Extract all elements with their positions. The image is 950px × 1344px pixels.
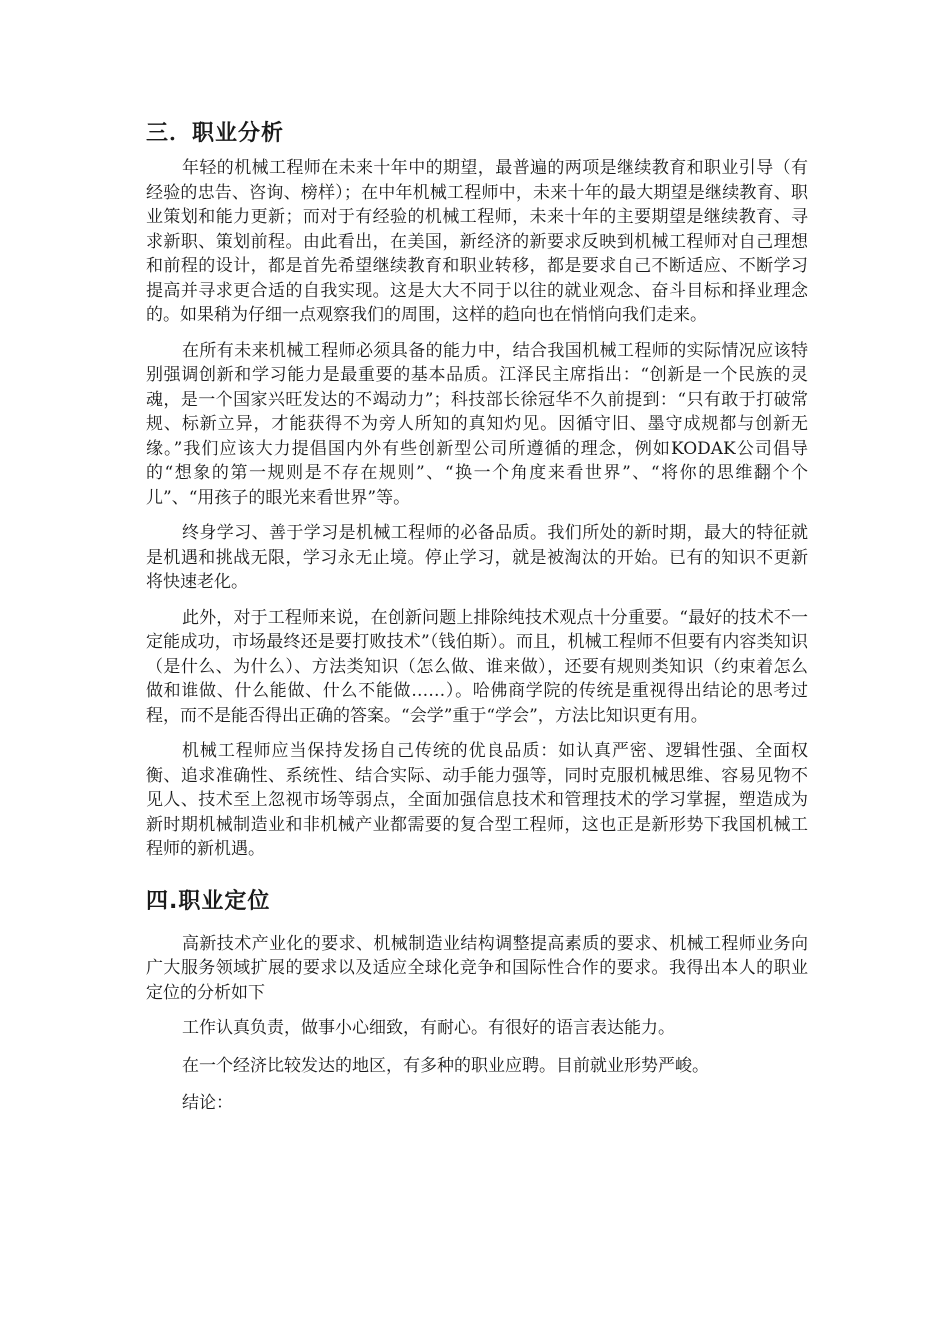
section-heading-career-positioning: 四.职业定位 xyxy=(146,888,271,914)
paragraph: 在一个经济比较发达的地区，有多种的职业应聘。目前就业形势严峻。 xyxy=(182,1055,709,1076)
document-page xyxy=(146,118,808,1129)
paragraph: 结论： xyxy=(182,1093,233,1113)
paragraph: 高新技术产业化的要求、机械制造业结构调整提高素质的要求、机械工程师业务向广大服务领域扩展的要求以及适应全球化竞争和国际性合作的要求。我得出本人的职业定位的分析如下 xyxy=(146,933,808,1003)
paragraph: 终身学习、善于学习是机械工程师的必备品质。我们所处的新时期，最大的特征就是机遇和挑战无限，学习永无止境。停止学习，就是被淘汰的开始。已有的知识不更新将快速老化。 xyxy=(146,523,808,592)
paragraph: 此外，对于工程师来说，在创新问题上排除纯技术观点十分重要。“最好的技术不一定能成功，市场最终还是要打败技术”（钱伯斯）。而且，机械工程师不但要有内容类知识（是什么、为什么）、方法类知识（怎么做、谁来做），还要有规则类知识（约束着怎么做和谁做、什么能做、什么不能做……）。哈佛商学院的传统是重视得出结论的思考过程，而不是能否得出正确的答案。“会学”重于“学会”，方法比知识更有用。 xyxy=(146,607,808,726)
paragraph: 工作认真负责，做事小心细致，有耐心。有很好的语言表达能力。 xyxy=(182,1018,675,1038)
paragraph: 年轻的机械工程师在未来十年中的期望，最普遍的两项是继续教育和职业引导（有经验的忠告、咨询、榜样）；在中年机械工程师中，未来十年的最大期望是继续教育、职业策划和能力更新；而对于有经验的机械工程师，未来十年的主要期望是继续教育、寻求新职、策划前程。由此看出，在美国，新经济的新要求反映到机械工程师对自己理想和前程的设计，都是首先希望继续教育和职业转移，都是要求自己不断适应、不断学习提高并寻求更合适的自我实现。这是大大不同于以往的就业观念、奋斗目标和择业理念的。如果稍为仔细一点观察我们的周围，这样的趋向也在悄悄向我们走来。 xyxy=(146,158,808,325)
section-heading-career-analysis: 三．职业分析 xyxy=(146,121,285,146)
paragraph: 机械工程师应当保持发扬自己传统的优良品质：如认真严密、逻辑性强、全面权衡、追求准确性、系统性、结合实际、动手能力强等，同时克服机械思维、容易见物不见人、技术至上忽视市场等弱点，全面加强信息技术和管理技术的学习掌握，塑造成为新时期机械制造业和非机械产业都需要的复合型工程师，这也正是新形势下我国机械工程师的新机遇。 xyxy=(146,741,808,859)
paragraph: 在所有未来机械工程师必须具备的能力中，结合我国机械工程师的实际情况应该特别强调创新和学习能力是最重要的基本品质。江泽民主席指出：“创新是一个民族的灵魂，是一个国家兴旺发达的不竭动力”；科技部长徐冠华不久前提到：“只有敢于打破常规、标新立异，才能获得不为旁人所知的真知灼见。因循守旧、墨守成规都与创新无缘。”我们应该大力提倡国内外有些创新型公司所遵循的理念，例如KODAK公司倡导的“想象的第一规则是不存在规则”、“换一个角度来看世界”、“将你的思维翻个个儿”、“用孩子的眼光来看世界”等。 xyxy=(146,340,808,508)
